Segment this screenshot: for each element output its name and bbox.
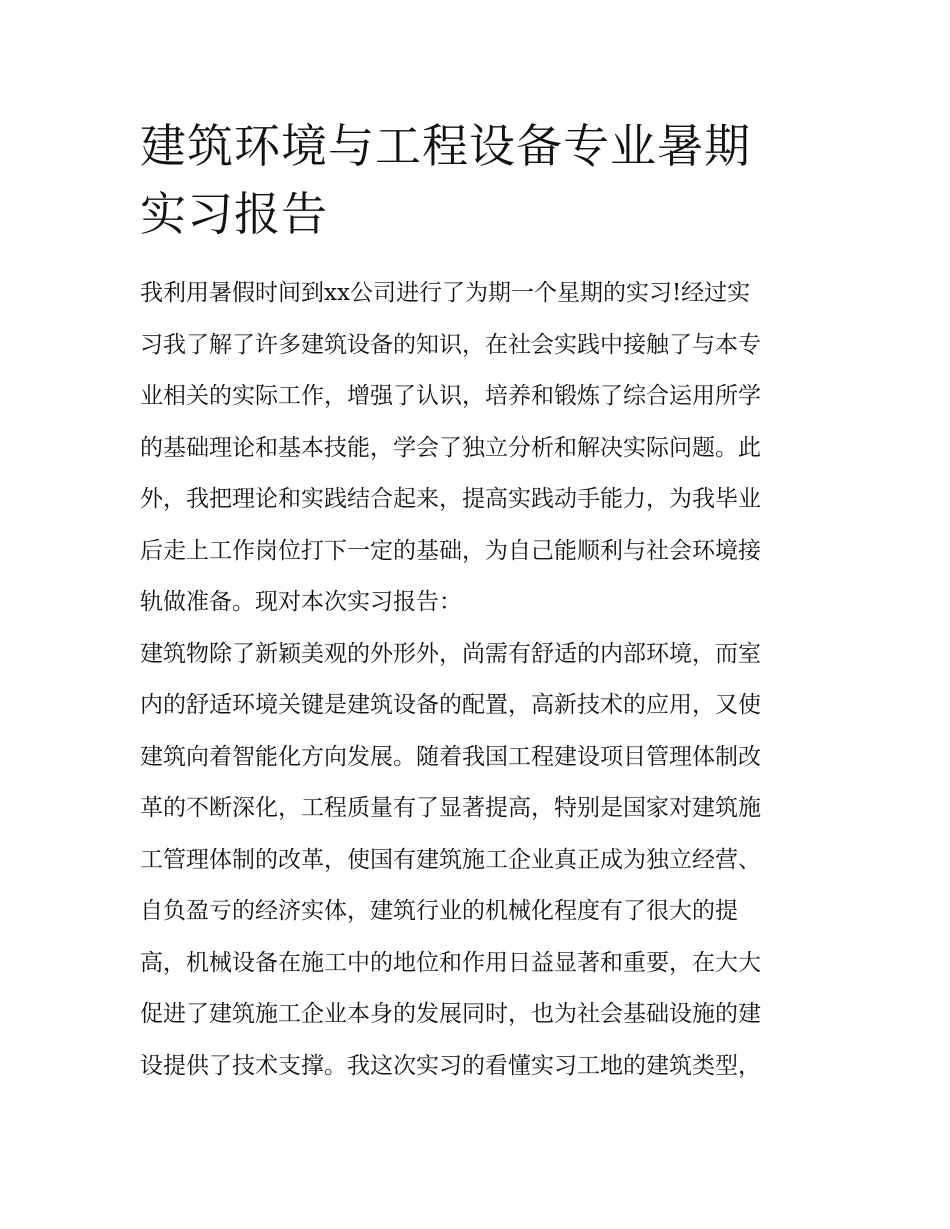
text-line: 建筑向着智能化方向发展。随着我国工程建设项目管理体制改 [140, 743, 761, 770]
text-line: 后走上工作岗位打下一定的基础，为自己能顺利与社会环境接 [140, 537, 761, 564]
text-line: 我利用暑假时间到xx公司进行了为期一个星期的实习!经过实 [140, 280, 751, 306]
text-line: 轨做准备。现对本次实习报告： [140, 589, 462, 615]
text-line: 内的舒适环境关键是建筑设备的配置，高新技术的应用，又使 [140, 692, 761, 718]
paragraph-intro [140, 268, 815, 629]
text-line: 的基础理论和基本技能，学会了独立分析和解决实际问题。此 [140, 434, 761, 461]
text-line: 工管理体制的改革，使国有建筑施工企业真正成为独立经营、 [140, 846, 761, 873]
text-line: 自负盈亏的经济实体，建筑行业的机械化程度有了很大的提 [140, 898, 738, 924]
document-content [140, 112, 815, 1092]
document-body [140, 268, 815, 1092]
text-line: 外，我把理论和实践结合起来，提高实践动手能力，为我毕业 [140, 486, 761, 512]
text-line: 业相关的实际工作，增强了认识，培养和锻炼了综合运用所学 [140, 383, 761, 409]
title-line: 实习报告 [140, 187, 328, 241]
text-line: 设提供了技术支撑。我这次实习的看懂实习工地的建筑类型， [140, 1052, 761, 1079]
text-line: 习我了解了许多建筑设备的知识，在社会实践中接触了与本专 [140, 331, 761, 358]
paragraph-main [140, 629, 815, 1093]
text-line: 建筑物除了新颖美观的外形外，尚需有舒适的内部环境，而室 [140, 640, 761, 667]
text-line: 高，机械设备在施工中的地位和作用日益显著和重要，在大大 [140, 949, 761, 976]
document-title [140, 112, 815, 248]
title-line: 建筑环境与工程设备专业暑期 [140, 119, 751, 173]
text-line: 革的不断深化，工程质量有了显著提高，特别是国家对建筑施 [140, 795, 761, 821]
text-line: 促进了建筑施工企业本身的发展同时，也为社会基础设施的建 [140, 1001, 761, 1027]
